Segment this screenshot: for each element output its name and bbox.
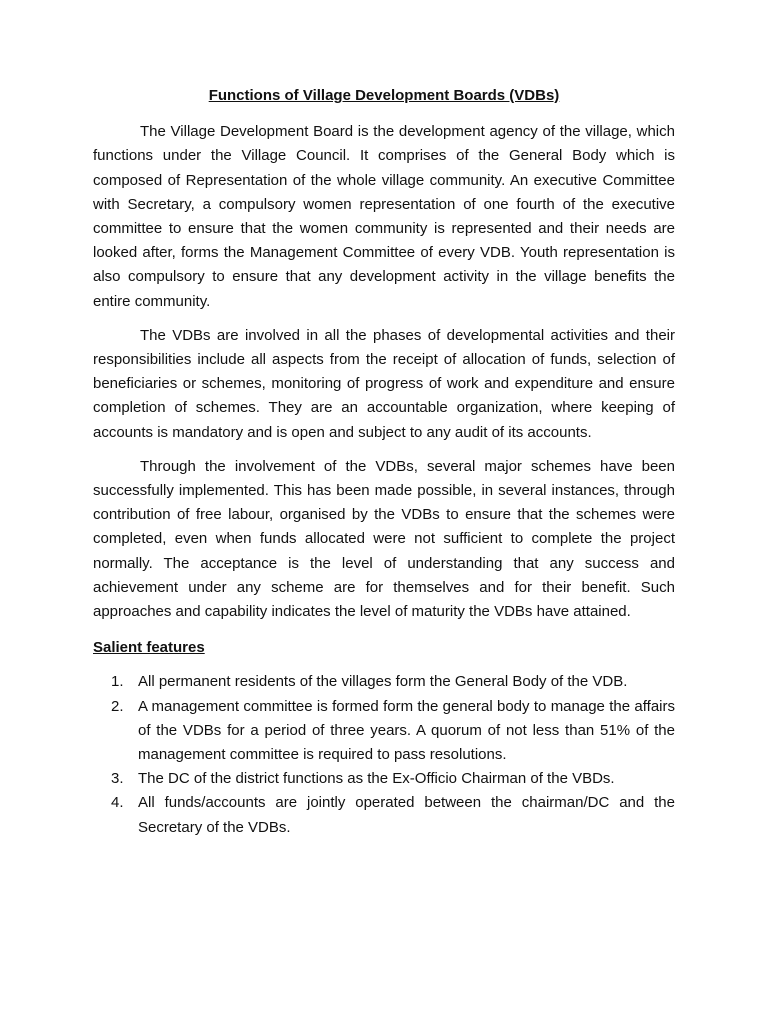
document-title: Functions of Village Development Boards (VDBs) — [208, 87, 560, 104]
salient-features-heading: Salient features — [93, 639, 205, 657]
list-item-text: All funds/accounts are jointly operated between the chairman/DC and the Secretary of the VDBs. — [138, 794, 675, 836]
list-item-number: 1. — [111, 673, 124, 691]
list-item — [93, 791, 675, 839]
salient-features-list — [93, 670, 675, 839]
list-item-text: The DC of the district functions as the Ex-Officio Chairman of the VBDs. — [138, 770, 615, 788]
list-item-number: 2. — [111, 697, 124, 715]
list-item — [93, 670, 675, 694]
document-page — [93, 84, 675, 840]
list-item-text: A management committee is formed form the general body to manage the affairs of the VDBs for a period of three years. A quorum of not less than 51% of the management committee is required to pass resolutions. — [138, 697, 675, 764]
paragraph-3: Through the involvement of the VDBs, several major schemes have been successfully implemented. This has been made possible, in several instances, through contribution of free labour, organised by the VDBs to ensure that the schemes were completed, even when funds allocated were not sufficient to complete the project normally. The acceptance is the level of understanding that any success and achievement under any scheme are for themselves and for their benefit. Such approaches and capability indicates the level of maturity the VDBs have attained. — [93, 457, 675, 621]
paragraph-2: The VDBs are involved in all the phases of developmental activities and their responsibilities include all aspects from the receipt of allocation of funds, selection of beneficiaries or schemes, monitoring of progress of work and expenditure and ensure completion of schemes. They are an accountable organization, where keeping of accounts is mandatory and is open and subject to any audit of its accounts. — [93, 326, 675, 441]
paragraph-1: The Village Development Board is the development agency of the village, which functions under the Village Council. It comprises of the General Body which is composed of Representation of the whole village community. An executive Committee with Secretary, a compulsory women representation of one fourth of the executive committee to ensure that the women community is represented and their needs are looked after, forms the Management Committee of every VDB. Youth representation is also compulsory to ensure that any development activity in the village benefits the entire community. — [93, 123, 675, 310]
list-item-number: 3. — [111, 770, 124, 788]
list-item-text: All permanent residents of the villages form the General Body of the VDB. — [138, 673, 628, 691]
list-item — [93, 695, 675, 768]
list-item-number: 4. — [111, 794, 124, 812]
list-item — [93, 767, 675, 791]
